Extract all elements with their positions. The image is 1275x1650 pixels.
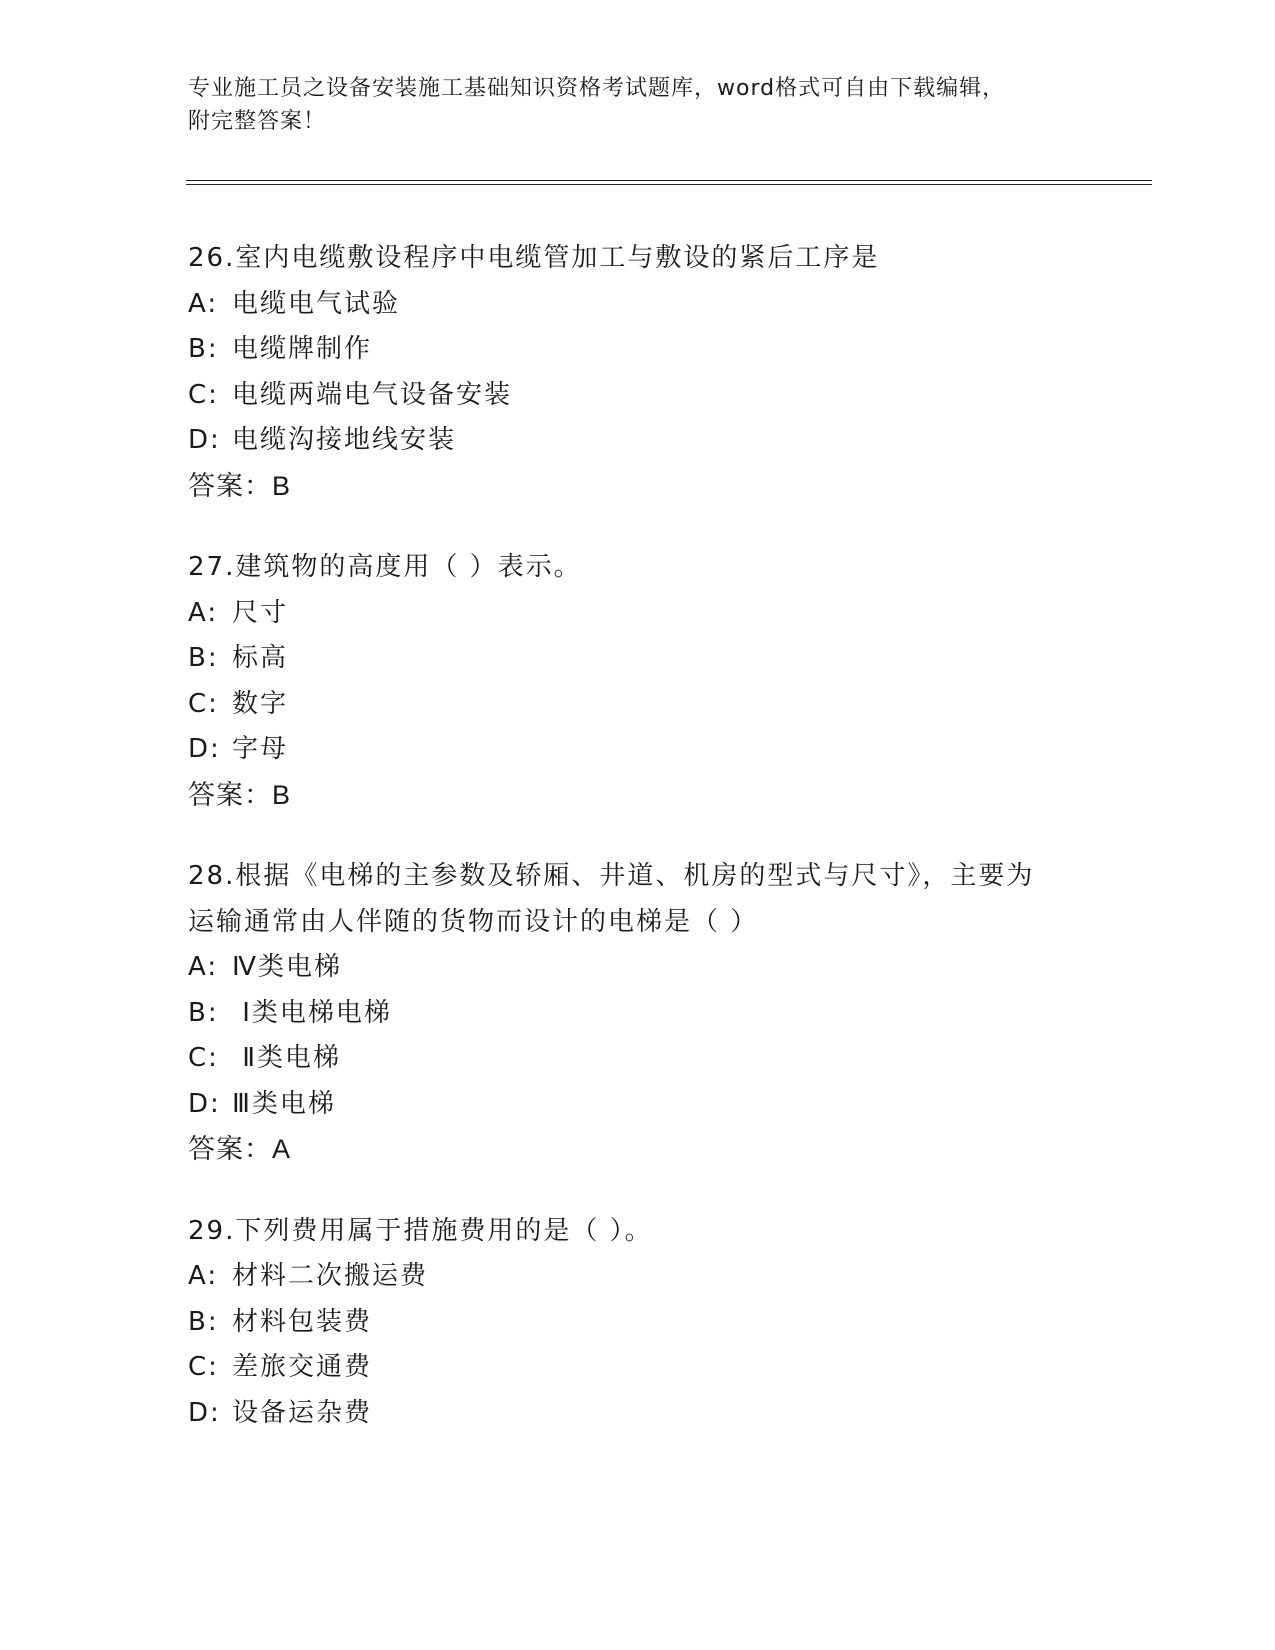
option-text: 数字 (232, 688, 289, 719)
answer-line: 答案：B (188, 470, 292, 501)
option-d (188, 1391, 1128, 1437)
option-c (188, 682, 1128, 728)
option-letter: B: (188, 1306, 219, 1337)
option-letter: C: (188, 688, 219, 719)
header-title-line-1: 专业施工员之设备安装施工基础知识资格考试题库，word格式可自由下载编辑， (188, 76, 1006, 101)
question-27 (188, 545, 1128, 818)
option-letter: D: (188, 425, 221, 455)
option-letter: A: (188, 288, 219, 319)
option-c (188, 1345, 1128, 1391)
option-text: 差旅交通费 (232, 1352, 373, 1382)
option-text: 尺寸 (232, 597, 289, 628)
option-b (188, 1300, 1128, 1346)
answer-line: 答案：B (188, 779, 292, 810)
option-text: Ⅲ类电梯 (232, 1088, 336, 1119)
option-text: Ⅱ类电梯 (232, 1043, 342, 1073)
option-text: 电缆电气试验 (232, 288, 401, 319)
option-text: 电缆两端电气设备安装 (232, 379, 513, 410)
question-26 (188, 236, 1128, 509)
option-letter: C: (188, 379, 219, 410)
document-header (188, 72, 1088, 138)
option-text: 电缆沟接地线安装 (232, 425, 457, 455)
question-stem: 26.室内电缆敷设程序中电缆管加工与敷设的紧后工序是 (188, 243, 880, 273)
option-a (188, 945, 1128, 991)
option-letter: A: (188, 1261, 219, 1291)
option-letter: C: (188, 1043, 219, 1073)
question-28 (188, 854, 1128, 1173)
option-letter: D: (188, 1397, 221, 1428)
option-d (188, 418, 1128, 464)
question-stem: 28.根据《电梯的主参数及轿厢、井道、机房的型式与尺寸》，主要为 (188, 861, 1035, 891)
question-stem: 27.建筑物的高度用（ ）表示。 (188, 552, 582, 582)
question-stem-continued: 运输通常由人伴随的货物而设计的电梯是（ ） (188, 906, 759, 937)
option-letter: A: (188, 597, 219, 628)
option-a (188, 1254, 1128, 1300)
answer-line: 答案：A (188, 1134, 292, 1164)
option-letter: B: (188, 334, 219, 364)
option-d (188, 1082, 1128, 1128)
option-letter: A: (188, 952, 219, 982)
header-divider-top (186, 180, 1152, 181)
option-text: 电缆牌制作 (232, 334, 373, 364)
option-letter: C: (188, 1352, 219, 1382)
header-divider-bottom (186, 184, 1152, 185)
option-letter: D: (188, 734, 221, 764)
question-29 (188, 1209, 1128, 1437)
option-letter: B: (188, 997, 219, 1028)
option-b (188, 327, 1128, 373)
option-b (188, 991, 1128, 1037)
option-text: 标高 (232, 643, 289, 673)
header-title-line-2: 附完整答案！ (188, 109, 327, 134)
option-text: 材料二次搬运费 (232, 1261, 429, 1291)
option-d (188, 727, 1128, 773)
option-text: 设备运杂费 (232, 1397, 373, 1428)
option-c (188, 1036, 1128, 1082)
option-text: Ⅳ类电梯 (232, 952, 342, 982)
option-text: 材料包装费 (232, 1306, 373, 1337)
option-text: Ⅰ类电梯电梯 (232, 997, 392, 1028)
option-a (188, 282, 1128, 328)
question-stem: 29.下列费用属于措施费用的是（ ）。 (188, 1215, 653, 1246)
option-letter: B: (188, 643, 219, 673)
option-a (188, 591, 1128, 637)
option-text: 字母 (232, 734, 289, 764)
question-list (188, 236, 1128, 1472)
option-b (188, 636, 1128, 682)
option-c (188, 373, 1128, 419)
option-letter: D: (188, 1088, 221, 1119)
